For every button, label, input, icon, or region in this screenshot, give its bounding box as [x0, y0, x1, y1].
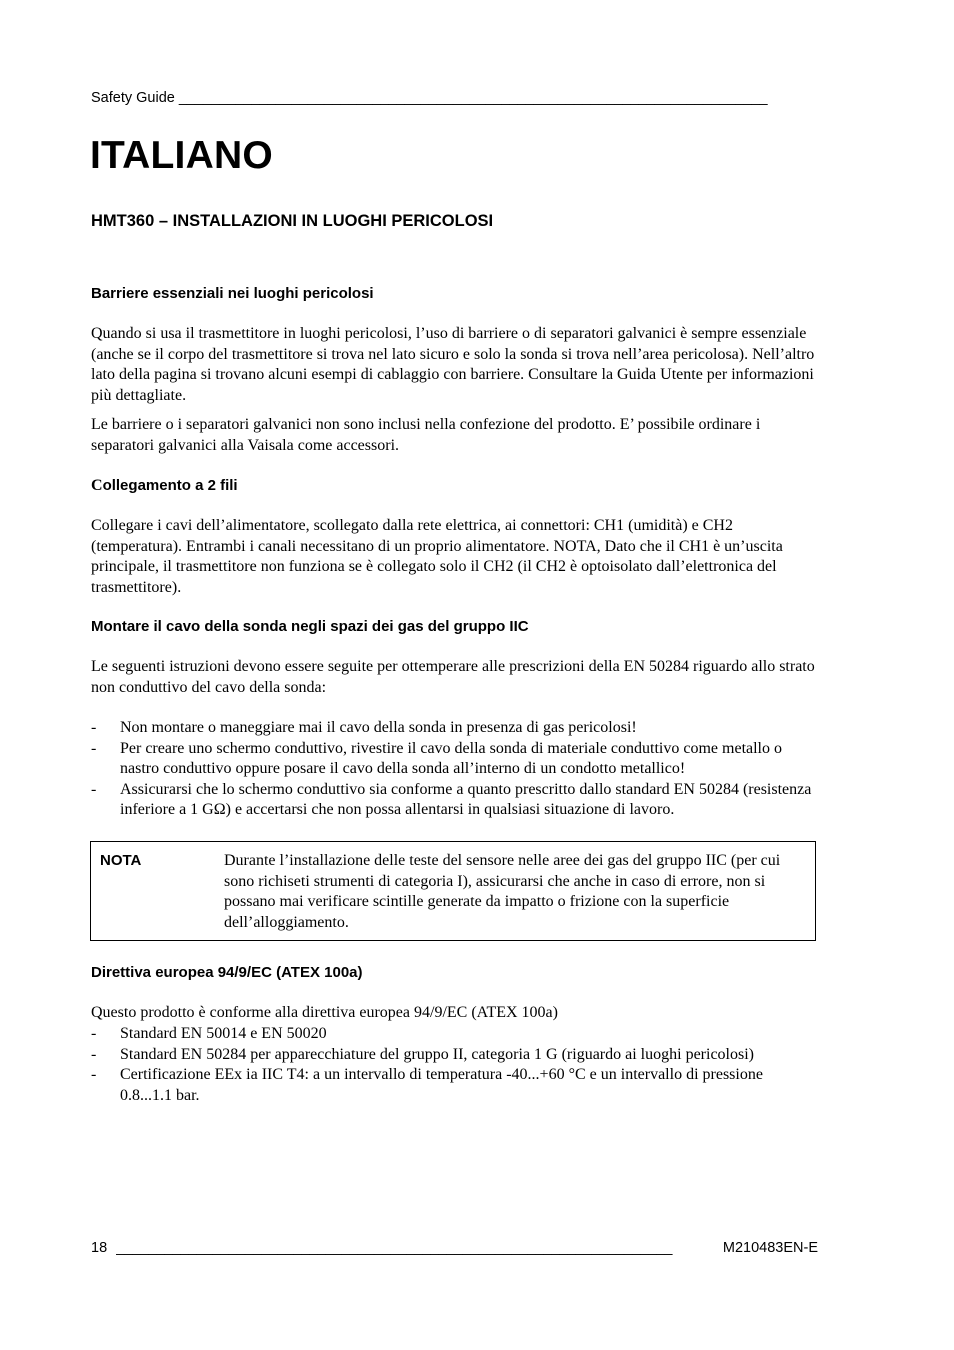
list-item — [91, 1024, 817, 1045]
heading-probe-cable: Montare il cavo della sonda negli spazi dei gas del gruppo IIC — [91, 618, 529, 635]
page-subtitle: HMT360 – INSTALLAZIONI IN LUOGHI PERICOLOSI — [91, 212, 494, 230]
note-text: Durante l’installazione delle teste del sensore nelle aree dei gas del gruppo IIC (per cui sono richiseti strumenti di categoria I), assicurarsi che anche in caso di errore, non si possano mai verificare scintille generate da impatto o frizione con la superficie dell’alloggiamento. — [224, 852, 781, 931]
paragraph-directive: Questo prodotto è conforme alla direttiva europea 94/9/EC (ATEX 100a) — [91, 1004, 558, 1021]
header-label: Safety Guide — [91, 90, 175, 106]
list-item — [91, 780, 817, 821]
list-dash: - — [91, 719, 97, 736]
paragraph-barriers-1: Quando si usa il trasmettitore in luoghi pericolosi, l’uso di barriere o di separatori galvanici è sempre essenziale (anche se il corpo del trasmettitore si trova nel lato sicuro e solo la sonda si trova nell’area pericolosa). Nell’altro lato della pagina si trovano alcuni esempi di cablaggio con barriere. Consultare la Guida Utente per informazioni più dettagliate. — [91, 325, 815, 404]
heading-wiring — [91, 477, 238, 495]
list-dash: - — [91, 1025, 97, 1042]
heading-wiring-initial: C — [91, 477, 103, 494]
list-item-text: Certificazione EEx ia IIC T4: a un intervallo di temperatura -40...+60 °C e un intervallo di pressione 0.8...1.1 bar. — [120, 1066, 763, 1104]
footer-rule: _____________________________________________________________________ — [116, 1240, 673, 1256]
paragraph-barriers-2: Le barriere o i separatori galvanici non sono inclusi nella confezione del prodotto. E’ possibile ordinare i separatori galvanici alla Vaisala come accessori. — [91, 416, 761, 454]
page-title: ITALIANO — [90, 134, 273, 177]
document-id: M210483EN-E — [722, 1240, 818, 1256]
note-label: NOTA — [100, 852, 142, 869]
directive-list — [91, 1024, 817, 1106]
list-item-text: Standard EN 50284 per apparecchiature del gruppo II, categoria 1 G (riguardo ai luoghi pericolosi) — [120, 1045, 754, 1063]
paragraph-wiring: Collegare i cavi dell’alimentatore, scollegato dalla rete elettrica, ai connettori: CH1 (umidità) e CH2 (temperatura). Entrambi i canali necessitano di un proprio alimentatore. NOTA, Dato che il CH1 è un’uscita principale, il trasmettitore non funziona se è collegato solo il CH2 (il CH2 è optoisolato dall’elettronica del trasmettitore). — [91, 517, 783, 596]
list-dash: - — [91, 780, 97, 798]
paragraph-probe-cable: Le seguenti istruzioni devono essere seguite per ottemperare alle prescrizioni della EN 50284 riguardo allo strato non conduttivo del cavo della sonda: — [91, 658, 815, 696]
probe-cable-list — [91, 718, 817, 821]
list-item-text: Non montare o maneggiare mai il cavo della sonda in presenza di gas pericolosi! — [120, 719, 637, 736]
heading-wiring-rest: ollegamento a 2 fili — [102, 477, 238, 494]
list-item — [91, 718, 817, 739]
list-item — [91, 1065, 817, 1106]
list-item — [91, 1045, 817, 1066]
list-item-text: Per creare uno schermo conduttivo, rivestire il cavo della sonda di materiale conduttivo come metallo o nastro conduttivo oppure posare il cavo della sonda all’interno di un condotto metallico! — [120, 739, 782, 777]
heading-directive: Direttiva europea 94/9/EC (ATEX 100a) — [91, 964, 363, 981]
list-item — [91, 739, 817, 780]
page-number: 18 — [91, 1240, 108, 1256]
note-box — [90, 841, 816, 941]
list-item-text: Assicurarsi che lo schermo conduttivo sia conforme a quanto prescritto dallo standard EN 50284 (resistenza inferiore a 1 GΩ) e accertarsi che non possa allentarsi in qualsiasi situazione di lavoro. — [120, 780, 812, 818]
list-dash: - — [91, 1045, 97, 1063]
list-dash: - — [91, 739, 97, 757]
running-header — [91, 90, 815, 106]
list-item-text: Standard EN 50014 e EN 50020 — [120, 1025, 327, 1042]
list-dash: - — [91, 1066, 97, 1083]
heading-barriers: Barriere essenziali nei luoghi pericolosi — [91, 285, 374, 302]
header-rule: _________________________________________________________________________ — [178, 90, 768, 106]
